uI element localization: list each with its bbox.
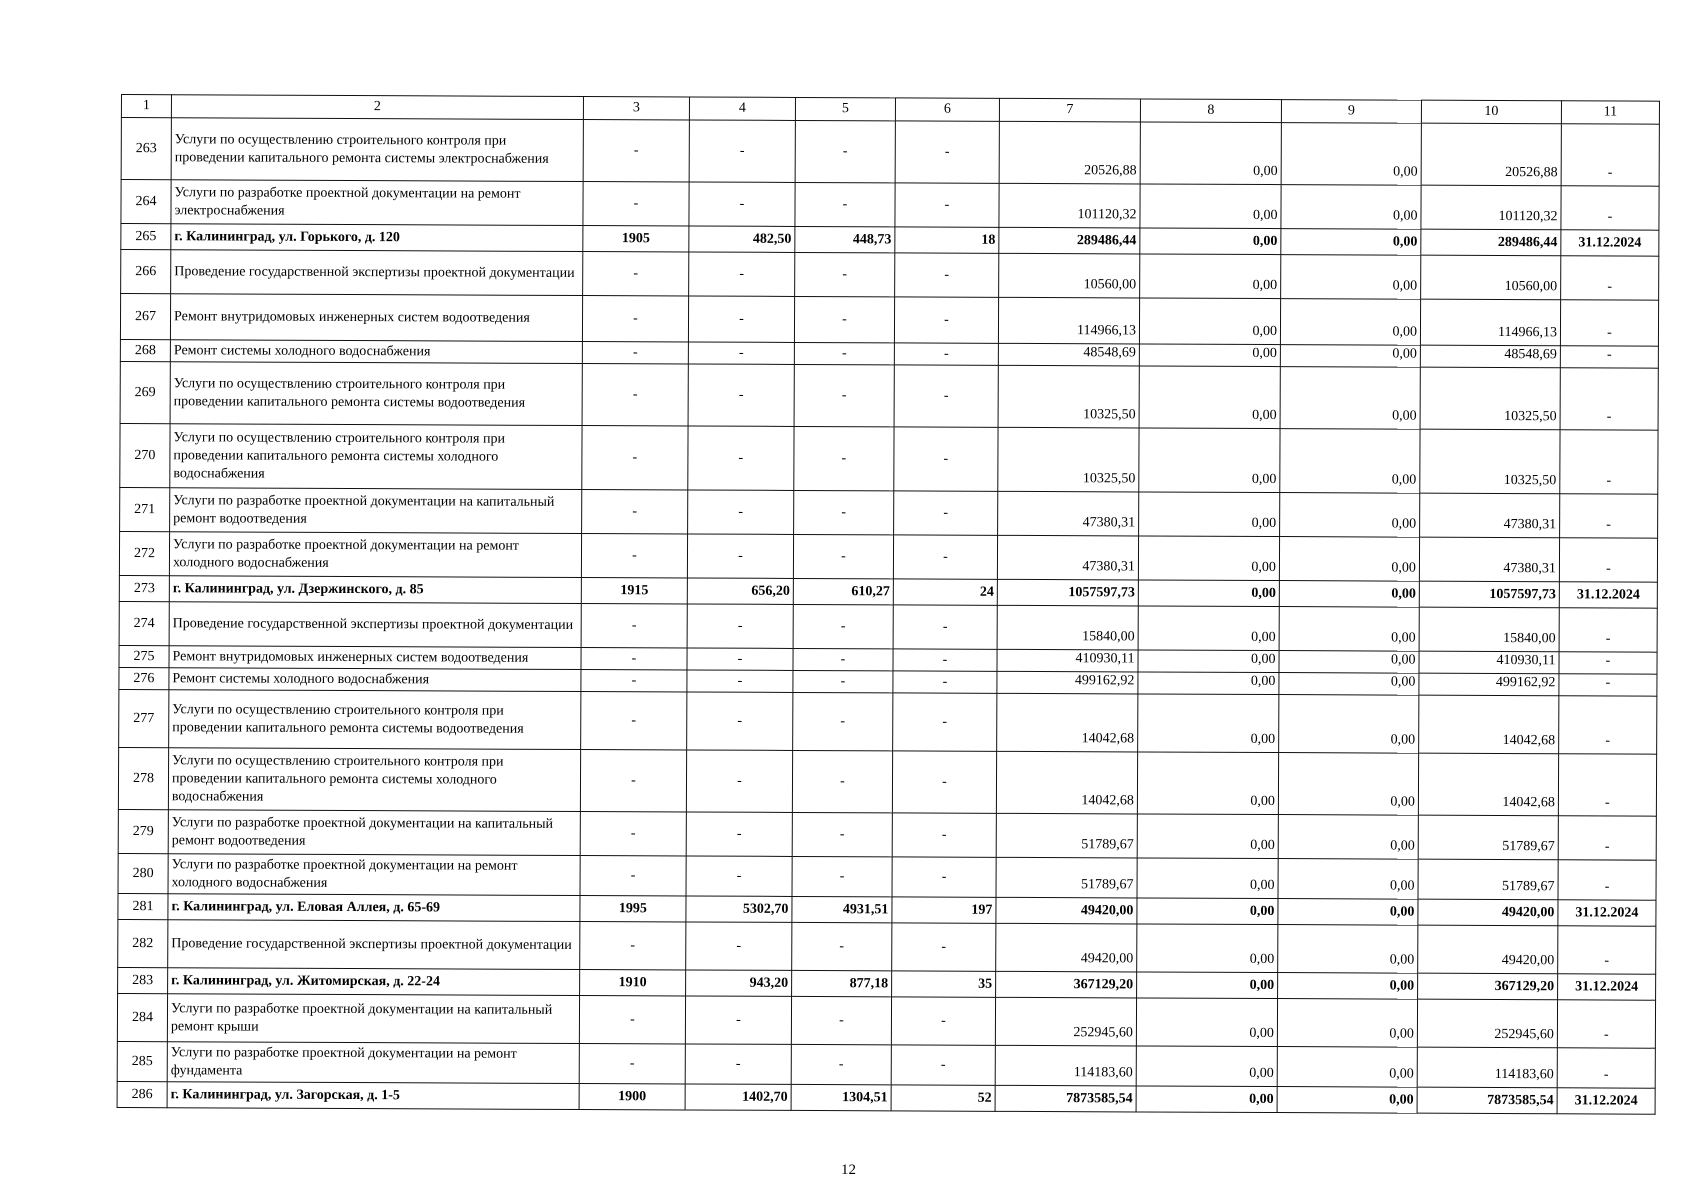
col-3-year: 1910	[580, 970, 686, 996]
col-10-value: 114183,60	[1417, 1047, 1557, 1088]
row-description: Проведение государственной экспертизы проектной документации	[169, 602, 581, 648]
col-7-total: 101120,32	[999, 183, 1140, 228]
col-8-value: 0,00	[1137, 898, 1278, 925]
col-8-value: 0,00	[1139, 366, 1280, 429]
col-11-date: -	[1561, 256, 1659, 300]
row-description: Услуги по разработке проектной документации на ремонт холодного водоснабжения	[168, 854, 580, 896]
table-row	[120, 423, 1658, 494]
col-11-date: -	[1557, 1048, 1655, 1088]
column-header-7: 7	[999, 98, 1140, 122]
column-header-4: 4	[689, 97, 795, 120]
col-6-count: -	[895, 183, 999, 227]
col-8-value: 0,00	[1138, 694, 1279, 753]
col-7-total: 10325,50	[998, 365, 1139, 428]
col-9-value: 0,00	[1280, 493, 1420, 538]
column-header-10: 10	[1421, 100, 1561, 124]
col-6-count: -	[893, 671, 997, 693]
col-7-total: 252945,60	[995, 997, 1136, 1046]
table-body	[117, 118, 1659, 1115]
col-6-count: 35	[892, 971, 996, 997]
col-7-total: 49420,00	[996, 923, 1137, 972]
table-row	[117, 993, 1655, 1048]
col-8-value: 0,00	[1139, 428, 1280, 493]
col-7-total: 499162,92	[997, 671, 1138, 694]
col-9-value: 0,00	[1278, 859, 1418, 900]
col-11-date: -	[1558, 926, 1656, 974]
col-3-year: -	[579, 996, 685, 1044]
col-11-date: 31.12.2024	[1558, 974, 1656, 1000]
col-10-value: 14042,68	[1419, 695, 1559, 754]
table-row	[118, 853, 1656, 900]
col-9-value: 0,00	[1279, 651, 1419, 674]
row-description: Услуги по разработке проектной документации на ремонт электроснабжения	[171, 180, 583, 226]
row-number: 280	[118, 853, 168, 893]
row-description: Ремонт системы холодного водоснабжения	[169, 668, 581, 692]
row-description: Услуги по разработке проектной документации на капитальный ремонт водоотведения	[170, 488, 582, 534]
col-3-year: -	[583, 252, 689, 296]
col-10-value: 7873585,54	[1417, 1087, 1557, 1114]
col-7-total: 15840,00	[997, 605, 1138, 650]
col-11-date: -	[1561, 124, 1659, 186]
col-5-area: -	[791, 996, 891, 1044]
col-6-count: -	[891, 997, 995, 1045]
col-4-area: -	[688, 426, 794, 490]
col-5-area: -	[793, 534, 893, 578]
col-3-year: -	[581, 670, 687, 692]
col-6-count: -	[891, 1045, 995, 1085]
col-5-area: 448,73	[795, 226, 895, 252]
col-5-area: -	[794, 296, 894, 342]
col-7-total: 47380,31	[998, 491, 1139, 536]
col-9-value: 0,00	[1278, 899, 1418, 926]
repair-program-table	[117, 94, 1660, 1115]
table-row	[118, 809, 1656, 860]
column-header-6: 6	[895, 98, 999, 121]
col-11-date: -	[1558, 816, 1656, 860]
col-7-total: 51789,67	[996, 857, 1137, 898]
col-5-area: -	[793, 604, 893, 648]
row-description: г. Калининград, ул. Дзержинского, д. 85	[169, 576, 581, 604]
col-5-area: -	[793, 648, 893, 670]
col-3-year: 1915	[581, 578, 687, 604]
col-4-area: -	[686, 856, 792, 896]
row-number: 283	[118, 967, 168, 993]
col-3-year: -	[580, 812, 686, 856]
col-11-date: -	[1559, 674, 1657, 696]
col-6-count: 197	[892, 897, 996, 923]
table-row	[119, 601, 1657, 652]
col-4-area: -	[688, 490, 794, 534]
col-7-total: 10560,00	[999, 253, 1140, 298]
column-header-9: 9	[1281, 100, 1421, 124]
table-row	[118, 919, 1656, 974]
col-8-value: 0,00	[1138, 672, 1279, 695]
col-4-area: -	[689, 252, 795, 296]
col-6-count: -	[893, 649, 997, 671]
row-description: г. Калининград, ул. Еловая Аллея, д. 65-69	[168, 894, 580, 922]
col-9-value: 0,00	[1278, 815, 1418, 860]
row-number: 277	[119, 689, 169, 747]
row-number: 284	[117, 993, 167, 1041]
col-10-value: 1057597,73	[1419, 581, 1559, 608]
row-number: 285	[117, 1041, 167, 1081]
col-3-year: -	[581, 534, 687, 578]
col-6-count: -	[892, 923, 996, 971]
col-9-value: 0,00	[1281, 255, 1421, 300]
col-11-date: -	[1560, 346, 1658, 368]
col-8-value: 0,00	[1138, 606, 1279, 651]
col-6-count: 18	[895, 227, 999, 253]
page-number: 12	[841, 1162, 856, 1178]
col-6-count: -	[894, 297, 998, 343]
col-9-value: 0,00	[1278, 973, 1418, 1000]
col-9-value: 0,00	[1279, 673, 1419, 696]
row-description: г. Калининград, ул. Житомирская, д. 22-24	[168, 968, 580, 996]
col-8-value: 0,00	[1136, 1086, 1277, 1113]
col-6-count: -	[895, 253, 999, 297]
col-4-area: 656,20	[687, 578, 793, 604]
col-4-area: -	[686, 922, 792, 970]
row-number: 274	[119, 601, 169, 645]
col-5-area: -	[791, 1044, 891, 1084]
col-10-value: 20526,88	[1421, 123, 1561, 186]
col-9-value: 0,00	[1280, 429, 1420, 494]
col-5-area: 4931,51	[792, 896, 892, 922]
col-3-year: -	[581, 648, 687, 670]
col-7-total: 114966,13	[998, 297, 1139, 344]
col-9-value: 0,00	[1279, 695, 1419, 754]
col-4-area: -	[685, 1044, 791, 1084]
col-5-area: 1304,51	[791, 1084, 891, 1110]
col-11-date: -	[1560, 494, 1658, 538]
row-number: 282	[118, 919, 168, 967]
table-row	[120, 294, 1658, 347]
col-6-count: -	[894, 491, 998, 535]
col-9-value: 0,00	[1277, 1087, 1417, 1114]
col-10-value: 289486,44	[1421, 229, 1561, 256]
col-8-value: 0,00	[1138, 580, 1279, 607]
col-6-count: -	[894, 343, 998, 365]
col-6-count: -	[895, 121, 999, 183]
col-10-value: 499162,92	[1419, 673, 1559, 696]
column-header-8: 8	[1140, 99, 1281, 123]
col-11-date: -	[1559, 696, 1657, 754]
row-number: 273	[119, 575, 169, 601]
row-description: Услуги по осуществлению строительного контроля при проведении капитального ремонта системы электроснабжения	[171, 118, 583, 182]
col-7-total: 10325,50	[998, 427, 1139, 492]
col-7-total: 14042,68	[997, 693, 1138, 752]
col-7-total: 289486,44	[999, 227, 1140, 254]
col-10-value: 367129,20	[1418, 973, 1558, 1000]
col-3-year: -	[583, 120, 689, 182]
col-8-value: 0,00	[1137, 858, 1278, 899]
col-3-year: -	[582, 490, 688, 534]
col-11-date: 31.12.2024	[1557, 1088, 1655, 1114]
column-header-1: 1	[121, 95, 171, 118]
col-11-date: -	[1559, 652, 1657, 674]
row-number: 270	[120, 423, 170, 487]
col-11-date: -	[1558, 754, 1656, 816]
table-row	[118, 747, 1656, 816]
col-6-count: -	[894, 427, 998, 491]
row-description: Проведение государственной экспертизы проектной документации	[171, 250, 583, 296]
col-8-value: 0,00	[1138, 536, 1279, 581]
col-9-value: 0,00	[1279, 607, 1419, 652]
col-10-value: 47380,31	[1420, 493, 1560, 538]
col-10-value: 49420,00	[1418, 899, 1558, 926]
col-4-area: 5302,70	[686, 896, 792, 922]
col-8-value: 0,00	[1140, 228, 1281, 255]
col-10-value: 410930,11	[1419, 651, 1559, 674]
col-10-value: 114966,13	[1420, 299, 1560, 346]
row-number: 279	[118, 809, 168, 853]
col-4-area: -	[687, 648, 793, 670]
row-description: Услуги по осуществлению строительного контроля при проведении капитального ремонта системы водоотведения	[169, 690, 581, 750]
col-4-area: -	[685, 996, 791, 1044]
row-description: Услуги по осуществлению строительного контроля при проведении капитального ремонта системы холодного водоснабжения	[168, 748, 580, 812]
col-5-area: -	[792, 856, 892, 896]
column-header-3: 3	[583, 97, 689, 120]
row-number: 267	[120, 294, 170, 340]
col-10-value: 15840,00	[1419, 607, 1559, 652]
row-description: г. Калининград, ул. Загорская, д. 1-5	[167, 1082, 579, 1110]
col-7-total: 7873585,54	[995, 1085, 1136, 1112]
row-description: Услуги по разработке проектной документации на ремонт фундамента	[167, 1042, 579, 1084]
col-11-date: 31.12.2024	[1558, 900, 1656, 926]
col-9-value: 0,00	[1277, 1047, 1417, 1088]
col-6-count: -	[892, 813, 996, 857]
col-7-total: 49420,00	[996, 897, 1137, 924]
col-5-area: -	[795, 120, 895, 182]
col-6-count: 24	[893, 579, 997, 605]
col-11-date: -	[1559, 538, 1657, 582]
col-9-value: 0,00	[1278, 925, 1418, 974]
col-10-value: 10560,00	[1421, 255, 1561, 300]
col-9-value: 0,00	[1280, 345, 1420, 368]
row-number: 263	[121, 118, 171, 180]
col-4-area: -	[686, 750, 792, 812]
col-8-value: 0,00	[1139, 492, 1280, 537]
col-4-area: -	[687, 604, 793, 648]
column-header-2: 2	[171, 95, 583, 120]
col-5-area: -	[793, 670, 893, 692]
table-row	[117, 1041, 1655, 1088]
col-4-area: -	[686, 812, 792, 856]
col-11-date: 31.12.2024	[1559, 582, 1657, 608]
col-10-value: 51789,67	[1418, 859, 1558, 900]
col-8-value: 0,00	[1139, 344, 1280, 367]
document-sheet	[117, 94, 1659, 1115]
col-5-area: -	[792, 750, 892, 812]
col-5-area: -	[793, 692, 893, 750]
col-7-total: 410930,11	[997, 649, 1138, 672]
col-4-area: -	[687, 670, 793, 692]
row-description: Услуги по осуществлению строительного контроля при проведении капитального ремонта системы водоотведения	[170, 362, 582, 426]
col-8-value: 0,00	[1136, 998, 1277, 1047]
col-3-year: -	[582, 342, 688, 364]
row-description: Услуги по разработке проектной документации на ремонт холодного водоснабжения	[169, 532, 581, 578]
row-description: Услуги по разработке проектной документации на капитальный ремонт крыши	[167, 994, 579, 1044]
table-row	[120, 361, 1658, 430]
col-4-area: 482,50	[689, 226, 795, 252]
table-row	[121, 180, 1659, 231]
table-row	[121, 118, 1659, 187]
col-10-value: 51789,67	[1418, 815, 1558, 860]
col-6-count: -	[892, 751, 996, 813]
col-10-value: 10325,50	[1420, 367, 1560, 430]
row-number: 271	[120, 487, 170, 531]
col-9-value: 0,00	[1281, 229, 1421, 256]
col-7-total: 48548,69	[998, 343, 1139, 366]
row-description: Услуги по разработке проектной документации на капитальный ремонт водоотведения	[168, 810, 580, 856]
col-11-date: -	[1557, 1000, 1655, 1048]
table-row	[121, 250, 1659, 301]
col-8-value: 0,00	[1140, 122, 1281, 185]
col-4-area: -	[687, 692, 793, 750]
col-10-value: 48548,69	[1420, 345, 1560, 368]
col-3-year: -	[580, 922, 686, 970]
col-5-area: -	[792, 922, 892, 970]
col-4-area: -	[687, 534, 793, 578]
col-6-count: 52	[891, 1085, 995, 1111]
row-description: Услуги по осуществлению строительного контроля при проведении капитального ремонта системы холодного водоснабжения	[170, 424, 582, 490]
row-number: 266	[121, 250, 171, 294]
row-description: г. Калининград, ул. Горького, д. 120	[171, 224, 583, 252]
col-8-value: 0,00	[1140, 254, 1281, 299]
col-11-date: -	[1560, 300, 1658, 346]
col-8-value: 0,00	[1137, 972, 1278, 999]
col-3-year: -	[583, 182, 689, 226]
col-6-count: -	[893, 605, 997, 649]
col-4-area: 943,20	[686, 970, 792, 996]
col-10-value: 49420,00	[1418, 925, 1558, 974]
col-6-count: -	[894, 365, 998, 427]
col-5-area: 610,27	[793, 578, 893, 604]
row-number: 265	[121, 224, 171, 250]
row-number: 276	[119, 667, 169, 689]
col-5-area: -	[792, 812, 892, 856]
col-11-date: 31.12.2024	[1561, 230, 1659, 256]
col-4-area: -	[688, 342, 794, 364]
col-6-count: -	[893, 693, 997, 751]
row-number: 278	[118, 747, 168, 809]
col-11-date: -	[1561, 186, 1659, 230]
col-3-year: -	[579, 1044, 685, 1084]
col-5-area: -	[794, 490, 894, 534]
col-3-year: -	[582, 296, 688, 342]
column-header-5: 5	[795, 97, 895, 120]
col-3-year: -	[580, 856, 686, 896]
col-4-area: -	[689, 120, 795, 182]
col-10-value: 252945,60	[1417, 999, 1557, 1048]
col-8-value: 0,00	[1137, 924, 1278, 973]
row-number: 286	[117, 1081, 167, 1107]
row-number: 268	[120, 339, 170, 361]
col-6-count: -	[892, 857, 996, 897]
address-row	[117, 1081, 1655, 1114]
col-10-value: 14042,68	[1418, 753, 1558, 816]
col-3-year: -	[582, 364, 688, 426]
col-3-year: 1905	[583, 226, 689, 252]
col-3-year: 1900	[579, 1084, 685, 1110]
col-11-date: -	[1560, 368, 1658, 430]
col-11-date: -	[1560, 430, 1658, 494]
col-3-year: -	[580, 750, 686, 812]
col-9-value: 0,00	[1281, 123, 1421, 186]
col-8-value: 0,00	[1139, 298, 1280, 345]
col-7-total: 51789,67	[996, 813, 1137, 858]
col-7-total: 20526,88	[999, 121, 1140, 184]
col-4-area: 1402,70	[685, 1084, 791, 1110]
row-number: 269	[120, 361, 170, 423]
col-4-area: -	[688, 296, 794, 342]
table-row	[120, 487, 1658, 538]
col-7-total: 14042,68	[996, 751, 1137, 814]
col-9-value: 0,00	[1277, 999, 1417, 1048]
col-5-area: -	[794, 364, 894, 426]
col-8-value: 0,00	[1138, 650, 1279, 673]
table-row	[119, 531, 1657, 582]
row-number: 281	[118, 893, 168, 919]
col-7-total: 1057597,73	[997, 579, 1138, 606]
col-11-date: -	[1558, 860, 1656, 900]
row-description: Проведение государственной экспертизы проектной документации	[168, 920, 580, 970]
col-8-value: 0,00	[1136, 1046, 1277, 1087]
col-8-value: 0,00	[1137, 752, 1278, 815]
col-5-area: -	[795, 182, 895, 226]
col-9-value: 0,00	[1280, 299, 1420, 346]
col-4-area: -	[688, 364, 794, 426]
col-9-value: 0,00	[1279, 581, 1419, 608]
col-6-count: -	[893, 535, 997, 579]
col-8-value: 0,00	[1137, 814, 1278, 859]
col-9-value: 0,00	[1280, 367, 1420, 430]
col-5-area: -	[794, 426, 894, 490]
row-description: Ремонт системы холодного водоснабжения	[170, 340, 582, 364]
row-number: 272	[119, 531, 169, 575]
col-5-area: -	[795, 252, 895, 296]
col-5-area: -	[794, 342, 894, 364]
column-header-11: 11	[1561, 101, 1659, 124]
row-number: 264	[121, 180, 171, 224]
col-7-total: 367129,20	[996, 971, 1137, 998]
col-7-total: 114183,60	[995, 1045, 1136, 1086]
row-number: 275	[119, 645, 169, 667]
row-description: Ремонт внутридомовых инженерных систем водоотведения	[170, 294, 582, 342]
table-row	[119, 689, 1657, 754]
col-3-year: -	[581, 692, 687, 750]
col-10-value: 101120,32	[1421, 185, 1561, 230]
col-3-year: -	[582, 426, 688, 490]
col-3-year: 1995	[580, 896, 686, 922]
col-4-area: -	[689, 182, 795, 226]
col-9-value: 0,00	[1281, 185, 1421, 230]
col-5-area: 877,18	[792, 970, 892, 996]
row-description: Ремонт внутридомовых инженерных систем водоотведения	[169, 646, 581, 670]
col-7-total: 47380,31	[997, 535, 1138, 580]
col-10-value: 47380,31	[1419, 537, 1559, 582]
col-9-value: 0,00	[1278, 753, 1418, 816]
col-9-value: 0,00	[1279, 537, 1419, 582]
col-8-value: 0,00	[1140, 184, 1281, 229]
col-11-date: -	[1559, 608, 1657, 652]
col-3-year: -	[581, 604, 687, 648]
col-10-value: 10325,50	[1420, 429, 1560, 494]
